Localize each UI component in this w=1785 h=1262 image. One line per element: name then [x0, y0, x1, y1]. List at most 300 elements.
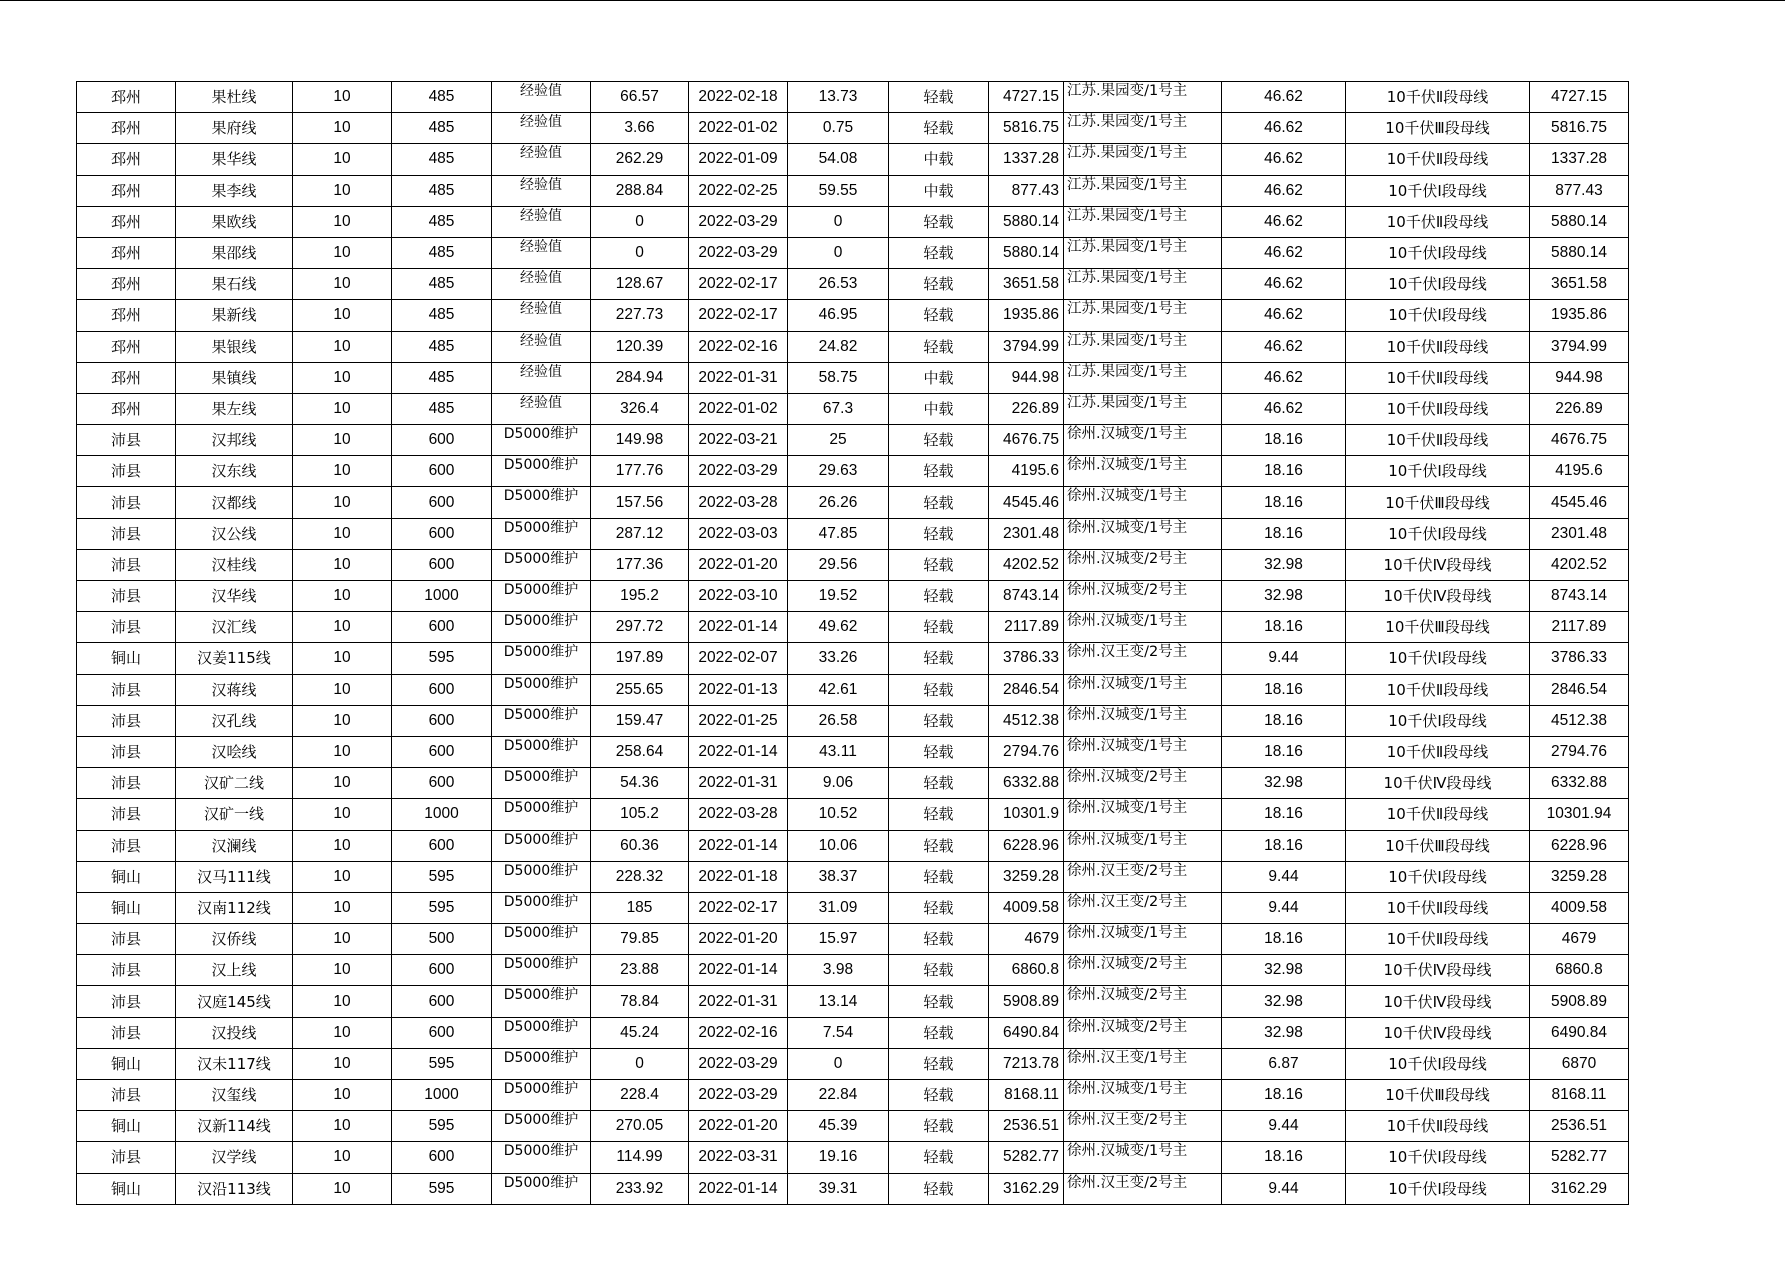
available-capacity-cell: 1337.28: [1530, 144, 1629, 175]
load-level-cell: 轻载: [889, 986, 989, 1017]
current-limit-cell: 600: [392, 830, 492, 861]
substation-cell: 徐州.汉城变/1号主: [1064, 612, 1222, 643]
load-level-cell: 轻载: [889, 113, 989, 144]
table-row: [77, 518, 1629, 549]
bus-cell: 10千伏Ⅱ段母线: [1346, 799, 1530, 830]
bus-cell: 10千伏Ⅱ段母线: [1346, 1111, 1530, 1142]
substation-cell: 徐州.汉城变/1号主: [1064, 924, 1222, 955]
voltage-cell: 10: [293, 1173, 392, 1204]
transformer-rate-cell: 46.62: [1222, 113, 1346, 144]
load-cell: 185: [591, 892, 689, 923]
transformer-rate-cell: 18.16: [1222, 830, 1346, 861]
substation-cell: 徐州.汉王变/2号主: [1064, 1173, 1222, 1204]
substation-cell: 江苏.果园变/1号主: [1064, 393, 1222, 424]
table-row: [77, 393, 1629, 424]
date-cell: 2022-02-16: [689, 1017, 788, 1048]
voltage-cell: 10: [293, 425, 392, 456]
table-row: [77, 768, 1629, 799]
transformer-rate-cell: 46.62: [1222, 237, 1346, 268]
line-name-cell: 果华线: [176, 144, 293, 175]
line-name-cell: 汉孔线: [176, 705, 293, 736]
margin-cell: 7213.78: [989, 1048, 1064, 1079]
voltage-cell: 10: [293, 206, 392, 237]
load-level-cell: 轻载: [889, 581, 989, 612]
margin-cell: 6228.96: [989, 830, 1064, 861]
margin-cell: 5282.77: [989, 1142, 1064, 1173]
bus-cell: 10千伏Ⅱ段母线: [1346, 736, 1530, 767]
load-level-cell: 中载: [889, 393, 989, 424]
region-cell: 铜山: [77, 643, 176, 674]
substation-cell: 徐州.汉城变/2号主: [1064, 955, 1222, 986]
bus-cell: 10千伏Ⅰ段母线: [1346, 456, 1530, 487]
margin-cell: 944.98: [989, 362, 1064, 393]
date-cell: 2022-02-07: [689, 643, 788, 674]
load-rate-cell: 0.75: [788, 113, 889, 144]
transformer-rate-cell: 18.16: [1222, 518, 1346, 549]
region-cell: 沛县: [77, 768, 176, 799]
line-name-cell: 果杜线: [176, 82, 293, 113]
date-cell: 2022-01-18: [689, 861, 788, 892]
data-source-cell: D5000维护: [492, 924, 591, 955]
line-name-cell: 汉东线: [176, 456, 293, 487]
load-rate-cell: 26.26: [788, 487, 889, 518]
line-name-cell: 汉姜115线: [176, 643, 293, 674]
data-source-cell: D5000维护: [492, 830, 591, 861]
region-cell: 邳州: [77, 331, 176, 362]
line-name-cell: 汉邦线: [176, 425, 293, 456]
current-limit-cell: 600: [392, 705, 492, 736]
line-name-cell: 汉庭145线: [176, 986, 293, 1017]
bus-cell: 10千伏Ⅰ段母线: [1346, 1048, 1530, 1079]
bus-cell: 10千伏Ⅲ段母线: [1346, 487, 1530, 518]
region-cell: 沛县: [77, 549, 176, 580]
date-cell: 2022-03-10: [689, 581, 788, 612]
substation-cell: 徐州.汉王变/2号主: [1064, 1111, 1222, 1142]
load-level-cell: 轻载: [889, 82, 989, 113]
bus-cell: 10千伏Ⅲ段母线: [1346, 113, 1530, 144]
available-capacity-cell: 5282.77: [1530, 1142, 1629, 1173]
substation-cell: 江苏.果园变/1号主: [1064, 331, 1222, 362]
transformer-rate-cell: 9.44: [1222, 861, 1346, 892]
region-cell: 沛县: [77, 705, 176, 736]
table-row: [77, 549, 1629, 580]
bus-cell: 10千伏Ⅲ段母线: [1346, 1080, 1530, 1111]
load-level-cell: 轻载: [889, 736, 989, 767]
margin-cell: 877.43: [989, 175, 1064, 206]
region-cell: 沛县: [77, 924, 176, 955]
voltage-cell: 10: [293, 799, 392, 830]
load-rate-cell: 29.56: [788, 549, 889, 580]
current-limit-cell: 600: [392, 986, 492, 1017]
voltage-cell: 10: [293, 393, 392, 424]
date-cell: 2022-03-28: [689, 487, 788, 518]
table-row: [77, 1142, 1629, 1173]
table-row: [77, 736, 1629, 767]
current-limit-cell: 600: [392, 736, 492, 767]
substation-cell: 徐州.汉城变/1号主: [1064, 456, 1222, 487]
current-limit-cell: 485: [392, 175, 492, 206]
data-source-cell: 经验值: [492, 362, 591, 393]
table-row: [77, 861, 1629, 892]
table-row: [77, 425, 1629, 456]
line-name-cell: 果左线: [176, 393, 293, 424]
voltage-cell: 10: [293, 237, 392, 268]
load-rate-cell: 0: [788, 206, 889, 237]
available-capacity-cell: 6332.88: [1530, 768, 1629, 799]
date-cell: 2022-01-02: [689, 393, 788, 424]
region-cell: 沛县: [77, 518, 176, 549]
transformer-rate-cell: 18.16: [1222, 924, 1346, 955]
load-cell: 284.94: [591, 362, 689, 393]
available-capacity-cell: 4676.75: [1530, 425, 1629, 456]
region-cell: 邳州: [77, 206, 176, 237]
transformer-rate-cell: 32.98: [1222, 986, 1346, 1017]
load-rate-cell: 15.97: [788, 924, 889, 955]
data-source-cell: D5000维护: [492, 986, 591, 1017]
line-name-cell: 果府线: [176, 113, 293, 144]
region-cell: 沛县: [77, 830, 176, 861]
region-cell: 沛县: [77, 581, 176, 612]
line-name-cell: 汉南112线: [176, 892, 293, 923]
region-cell: 邳州: [77, 362, 176, 393]
available-capacity-cell: 4202.52: [1530, 549, 1629, 580]
transformer-rate-cell: 18.16: [1222, 799, 1346, 830]
region-cell: 沛县: [77, 612, 176, 643]
load-rate-cell: 25: [788, 425, 889, 456]
load-level-cell: 轻载: [889, 1173, 989, 1204]
margin-cell: 226.89: [989, 393, 1064, 424]
substation-cell: 徐州.汉城变/1号主: [1064, 799, 1222, 830]
load-cell: 114.99: [591, 1142, 689, 1173]
current-limit-cell: 1000: [392, 581, 492, 612]
load-cell: 288.84: [591, 175, 689, 206]
available-capacity-cell: 944.98: [1530, 362, 1629, 393]
load-cell: 195.2: [591, 581, 689, 612]
load-level-cell: 轻载: [889, 549, 989, 580]
transformer-rate-cell: 32.98: [1222, 1017, 1346, 1048]
table-row: [77, 487, 1629, 518]
transformer-rate-cell: 32.98: [1222, 549, 1346, 580]
current-limit-cell: 485: [392, 113, 492, 144]
substation-cell: 徐州.汉城变/1号主: [1064, 518, 1222, 549]
load-cell: 79.85: [591, 924, 689, 955]
line-name-cell: 果欧线: [176, 206, 293, 237]
voltage-cell: 10: [293, 955, 392, 986]
load-rate-cell: 29.63: [788, 456, 889, 487]
load-cell: 228.32: [591, 861, 689, 892]
current-limit-cell: 485: [392, 206, 492, 237]
voltage-cell: 10: [293, 331, 392, 362]
date-cell: 2022-02-17: [689, 892, 788, 923]
load-level-cell: 轻载: [889, 799, 989, 830]
current-limit-cell: 595: [392, 1111, 492, 1142]
voltage-cell: 10: [293, 924, 392, 955]
available-capacity-cell: 6860.8: [1530, 955, 1629, 986]
date-cell: 2022-01-14: [689, 736, 788, 767]
transformer-rate-cell: 46.62: [1222, 82, 1346, 113]
line-name-cell: 果石线: [176, 269, 293, 300]
data-source-cell: D5000维护: [492, 736, 591, 767]
table-body: [77, 82, 1629, 1205]
bus-cell: 10千伏Ⅲ段母线: [1346, 830, 1530, 861]
date-cell: 2022-01-14: [689, 830, 788, 861]
data-source-cell: D5000维护: [492, 487, 591, 518]
date-cell: 2022-01-14: [689, 1173, 788, 1204]
substation-cell: 江苏.果园变/1号主: [1064, 362, 1222, 393]
load-level-cell: 中载: [889, 362, 989, 393]
data-source-cell: 经验值: [492, 82, 591, 113]
region-cell: 邳州: [77, 175, 176, 206]
data-source-cell: 经验值: [492, 269, 591, 300]
load-level-cell: 中载: [889, 144, 989, 175]
table-row: [77, 830, 1629, 861]
load-cell: 78.84: [591, 986, 689, 1017]
transformer-rate-cell: 46.62: [1222, 206, 1346, 237]
substation-cell: 徐州.汉城变/1号主: [1064, 487, 1222, 518]
load-rate-cell: 38.37: [788, 861, 889, 892]
substation-cell: 徐州.汉城变/1号主: [1064, 705, 1222, 736]
load-cell: 23.88: [591, 955, 689, 986]
data-source-cell: 经验值: [492, 144, 591, 175]
margin-cell: 4009.58: [989, 892, 1064, 923]
substation-cell: 徐州.汉城变/2号主: [1064, 986, 1222, 1017]
line-name-cell: 汉蒋线: [176, 674, 293, 705]
region-cell: 沛县: [77, 674, 176, 705]
load-rate-cell: 13.14: [788, 986, 889, 1017]
margin-cell: 8743.14: [989, 581, 1064, 612]
load-level-cell: 轻载: [889, 612, 989, 643]
bus-cell: 10千伏Ⅱ段母线: [1346, 425, 1530, 456]
date-cell: 2022-01-31: [689, 768, 788, 799]
substation-cell: 徐州.汉城变/1号主: [1064, 425, 1222, 456]
load-rate-cell: 9.06: [788, 768, 889, 799]
available-capacity-cell: 2301.48: [1530, 518, 1629, 549]
voltage-cell: 10: [293, 487, 392, 518]
voltage-cell: 10: [293, 518, 392, 549]
table-row: [77, 705, 1629, 736]
date-cell: 2022-01-20: [689, 924, 788, 955]
bus-cell: 10千伏Ⅰ段母线: [1346, 300, 1530, 331]
data-source-cell: D5000维护: [492, 861, 591, 892]
region-cell: 铜山: [77, 861, 176, 892]
table-row: [77, 300, 1629, 331]
date-cell: 2022-01-31: [689, 362, 788, 393]
date-cell: 2022-01-02: [689, 113, 788, 144]
substation-cell: 徐州.汉城变/1号主: [1064, 830, 1222, 861]
line-name-cell: 汉沿113线: [176, 1173, 293, 1204]
available-capacity-cell: 6490.84: [1530, 1017, 1629, 1048]
available-capacity-cell: 4009.58: [1530, 892, 1629, 923]
data-source-cell: D5000维护: [492, 768, 591, 799]
data-source-cell: 经验值: [492, 206, 591, 237]
load-rate-cell: 10.52: [788, 799, 889, 830]
current-limit-cell: 485: [392, 393, 492, 424]
transformer-rate-cell: 18.16: [1222, 487, 1346, 518]
bus-cell: 10千伏Ⅰ段母线: [1346, 518, 1530, 549]
transformer-rate-cell: 18.16: [1222, 456, 1346, 487]
current-limit-cell: 485: [392, 237, 492, 268]
line-name-cell: 果邵线: [176, 237, 293, 268]
load-level-cell: 轻载: [889, 237, 989, 268]
current-limit-cell: 600: [392, 1142, 492, 1173]
bus-cell: 10千伏Ⅳ段母线: [1346, 768, 1530, 799]
load-level-cell: 轻载: [889, 924, 989, 955]
bus-cell: 10千伏Ⅰ段母线: [1346, 1142, 1530, 1173]
substation-cell: 江苏.果园变/1号主: [1064, 175, 1222, 206]
available-capacity-cell: 5816.75: [1530, 113, 1629, 144]
load-cell: 227.73: [591, 300, 689, 331]
region-cell: 沛县: [77, 736, 176, 767]
transformer-rate-cell: 46.62: [1222, 300, 1346, 331]
bus-cell: 10千伏Ⅱ段母线: [1346, 892, 1530, 923]
table-row: [77, 237, 1629, 268]
substation-cell: 徐州.汉王变/2号主: [1064, 643, 1222, 674]
current-limit-cell: 600: [392, 549, 492, 580]
substation-cell: 徐州.汉城变/1号主: [1064, 736, 1222, 767]
transformer-rate-cell: 18.16: [1222, 705, 1346, 736]
voltage-cell: 10: [293, 830, 392, 861]
table-row: [77, 175, 1629, 206]
load-cell: 157.56: [591, 487, 689, 518]
table-row: [77, 1173, 1629, 1204]
data-source-cell: 经验值: [492, 300, 591, 331]
bus-cell: 10千伏Ⅳ段母线: [1346, 955, 1530, 986]
margin-cell: 10301.9: [989, 799, 1064, 830]
available-capacity-cell: 4512.38: [1530, 705, 1629, 736]
margin-cell: 3651.58: [989, 269, 1064, 300]
load-cell: 287.12: [591, 518, 689, 549]
current-limit-cell: 595: [392, 643, 492, 674]
margin-cell: 5880.14: [989, 237, 1064, 268]
load-cell: 270.05: [591, 1111, 689, 1142]
bus-cell: 10千伏Ⅰ段母线: [1346, 1173, 1530, 1204]
current-limit-cell: 1000: [392, 1080, 492, 1111]
load-cell: 3.66: [591, 113, 689, 144]
current-limit-cell: 595: [392, 861, 492, 892]
bus-cell: 10千伏Ⅳ段母线: [1346, 986, 1530, 1017]
bus-cell: 10千伏Ⅳ段母线: [1346, 581, 1530, 612]
table-row: [77, 206, 1629, 237]
load-cell: 233.92: [591, 1173, 689, 1204]
table-row: [77, 362, 1629, 393]
table-row: [77, 82, 1629, 113]
data-source-cell: D5000维护: [492, 581, 591, 612]
data-source-cell: D5000维护: [492, 1111, 591, 1142]
load-rate-cell: 67.3: [788, 393, 889, 424]
data-source-cell: 经验值: [492, 175, 591, 206]
transformer-rate-cell: 6.87: [1222, 1048, 1346, 1079]
load-rate-cell: 22.84: [788, 1080, 889, 1111]
line-name-cell: 果新线: [176, 300, 293, 331]
transformer-rate-cell: 32.98: [1222, 581, 1346, 612]
substation-cell: 江苏.果园变/1号主: [1064, 113, 1222, 144]
transformer-rate-cell: 32.98: [1222, 768, 1346, 799]
line-name-cell: 汉桂线: [176, 549, 293, 580]
date-cell: 2022-03-21: [689, 425, 788, 456]
margin-cell: 2794.76: [989, 736, 1064, 767]
data-source-cell: D5000维护: [492, 612, 591, 643]
table-row: [77, 986, 1629, 1017]
date-cell: 2022-03-29: [689, 206, 788, 237]
load-level-cell: 轻载: [889, 1142, 989, 1173]
available-capacity-cell: 6228.96: [1530, 830, 1629, 861]
load-rate-cell: 19.16: [788, 1142, 889, 1173]
bus-cell: 10千伏Ⅰ段母线: [1346, 269, 1530, 300]
table-row: [77, 1017, 1629, 1048]
margin-cell: 2846.54: [989, 674, 1064, 705]
region-cell: 铜山: [77, 892, 176, 923]
available-capacity-cell: 3651.58: [1530, 269, 1629, 300]
transformer-rate-cell: 18.16: [1222, 1080, 1346, 1111]
table-row: [77, 612, 1629, 643]
load-cell: 159.47: [591, 705, 689, 736]
load-cell: 197.89: [591, 643, 689, 674]
voltage-cell: 10: [293, 861, 392, 892]
load-rate-cell: 33.26: [788, 643, 889, 674]
region-cell: 邳州: [77, 237, 176, 268]
data-source-cell: D5000维护: [492, 549, 591, 580]
margin-cell: 1337.28: [989, 144, 1064, 175]
region-cell: 邳州: [77, 269, 176, 300]
margin-cell: 4512.38: [989, 705, 1064, 736]
margin-cell: 2301.48: [989, 518, 1064, 549]
bus-cell: 10千伏Ⅰ段母线: [1346, 175, 1530, 206]
load-rate-cell: 0: [788, 237, 889, 268]
voltage-cell: 10: [293, 549, 392, 580]
load-cell: 258.64: [591, 736, 689, 767]
load-level-cell: 轻载: [889, 1080, 989, 1111]
margin-cell: 4679: [989, 924, 1064, 955]
line-name-cell: 汉哙线: [176, 736, 293, 767]
load-cell: 177.76: [591, 456, 689, 487]
region-cell: 沛县: [77, 456, 176, 487]
load-rate-cell: 58.75: [788, 362, 889, 393]
available-capacity-cell: 2846.54: [1530, 674, 1629, 705]
line-name-cell: 果银线: [176, 331, 293, 362]
load-level-cell: 轻载: [889, 487, 989, 518]
data-source-cell: D5000维护: [492, 892, 591, 923]
date-cell: 2022-01-14: [689, 955, 788, 986]
line-name-cell: 汉学线: [176, 1142, 293, 1173]
bus-cell: 10千伏Ⅳ段母线: [1346, 1017, 1530, 1048]
bus-cell: 10千伏Ⅱ段母线: [1346, 206, 1530, 237]
voltage-cell: 10: [293, 113, 392, 144]
region-cell: 铜山: [77, 1173, 176, 1204]
region-cell: 沛县: [77, 1142, 176, 1173]
load-level-cell: 轻载: [889, 1111, 989, 1142]
available-capacity-cell: 4195.6: [1530, 456, 1629, 487]
available-capacity-cell: 3786.33: [1530, 643, 1629, 674]
region-cell: 沛县: [77, 986, 176, 1017]
load-level-cell: 轻载: [889, 705, 989, 736]
bus-cell: 10千伏Ⅱ段母线: [1346, 144, 1530, 175]
current-limit-cell: 600: [392, 768, 492, 799]
margin-cell: 4727.15: [989, 82, 1064, 113]
voltage-cell: 10: [293, 612, 392, 643]
region-cell: 沛县: [77, 1080, 176, 1111]
load-level-cell: 轻载: [889, 518, 989, 549]
region-cell: 邳州: [77, 82, 176, 113]
available-capacity-cell: 1935.86: [1530, 300, 1629, 331]
substation-cell: 徐州.汉城变/2号主: [1064, 549, 1222, 580]
current-limit-cell: 1000: [392, 799, 492, 830]
date-cell: 2022-03-29: [689, 237, 788, 268]
voltage-cell: 10: [293, 300, 392, 331]
available-capacity-cell: 4727.15: [1530, 82, 1629, 113]
margin-cell: 3162.29: [989, 1173, 1064, 1204]
current-limit-cell: 600: [392, 1017, 492, 1048]
region-cell: 邳州: [77, 393, 176, 424]
